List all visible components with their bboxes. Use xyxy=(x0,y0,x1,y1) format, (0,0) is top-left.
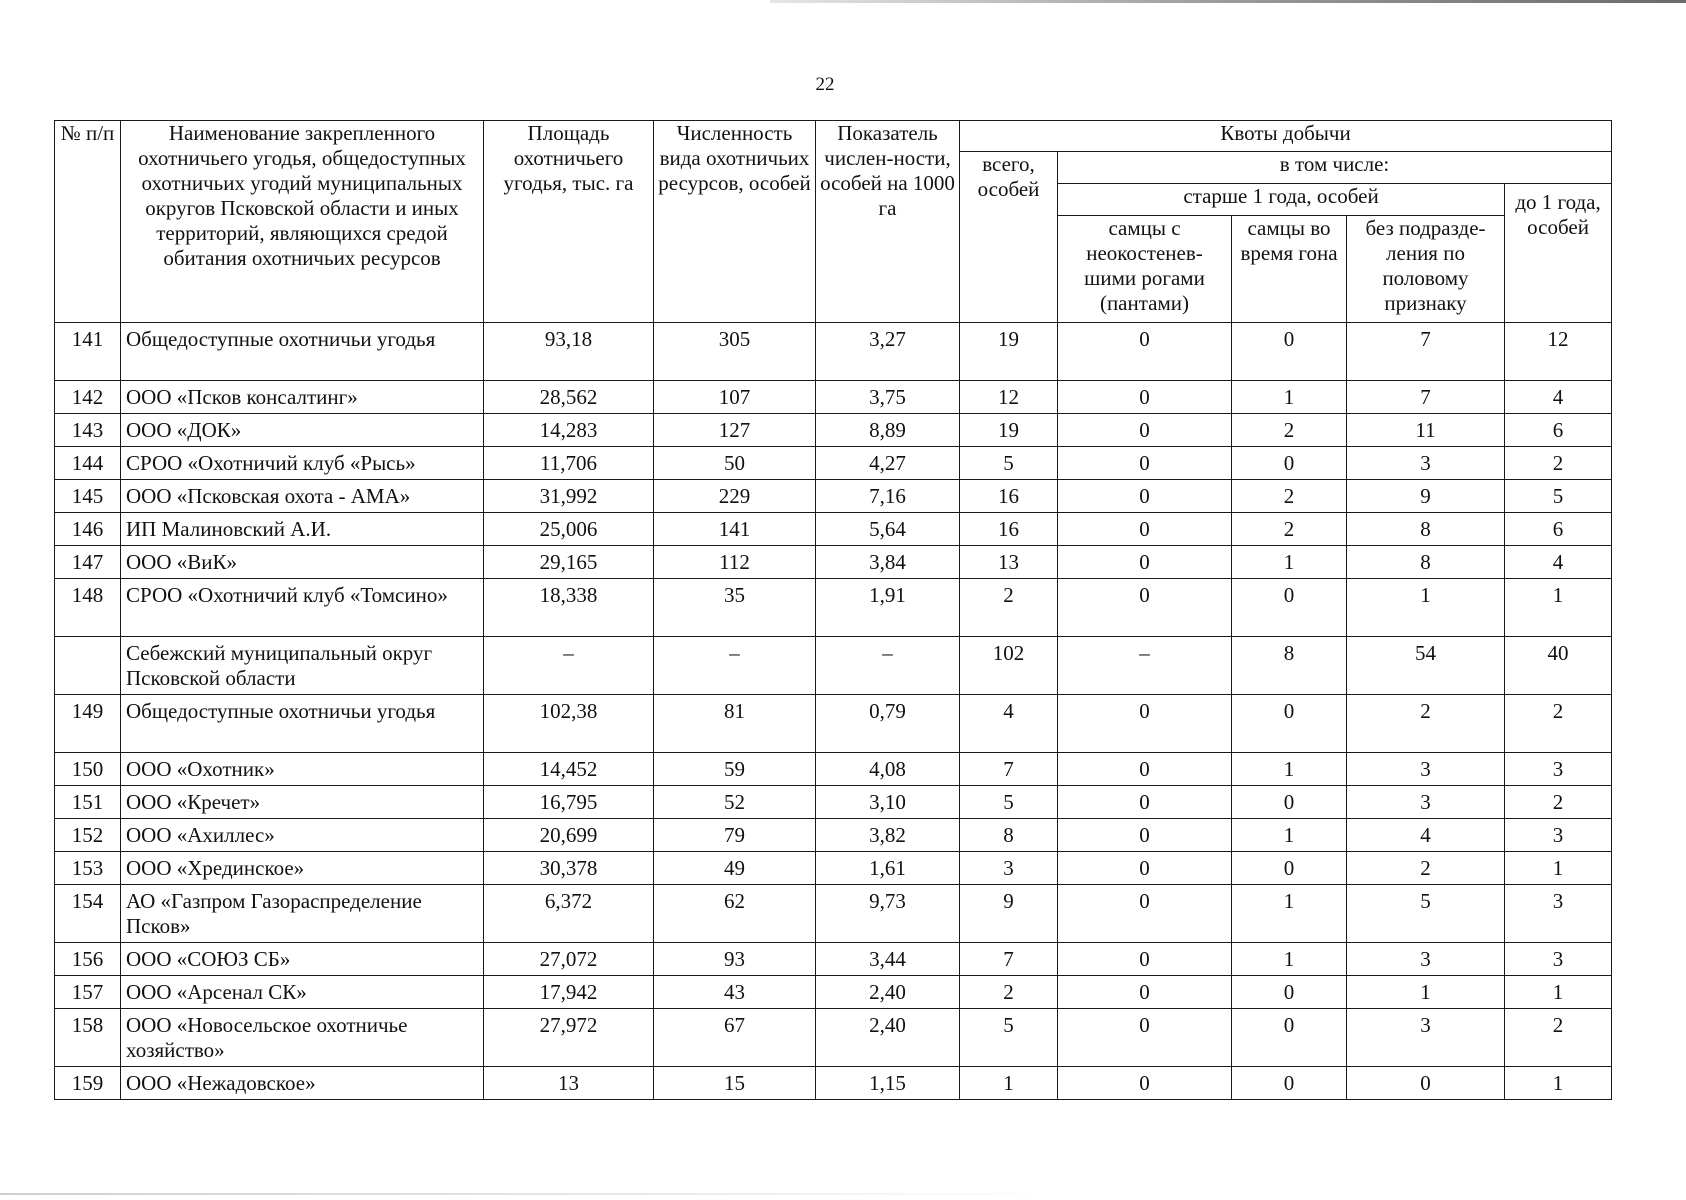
cell-males-antlers: 0 xyxy=(1058,885,1232,943)
cell-density: 2,40 xyxy=(816,1009,960,1067)
cell-under-one-year: 12 xyxy=(1505,323,1612,381)
cell-under-one-year: 4 xyxy=(1505,546,1612,579)
cell-males-rut: 2 xyxy=(1232,414,1347,447)
cell-no-sex: 9 xyxy=(1347,480,1505,513)
table-row xyxy=(55,637,1612,695)
cell-males-antlers: – xyxy=(1058,637,1232,695)
cell-population: 141 xyxy=(654,513,816,546)
table-row xyxy=(55,1009,1612,1067)
cell-males-rut: 2 xyxy=(1232,513,1347,546)
cell-density: 3,75 xyxy=(816,381,960,414)
cell-under-one-year: 1 xyxy=(1505,579,1612,637)
cell-name: ООО «Псков консалтинг» xyxy=(121,381,484,414)
table-row xyxy=(55,819,1612,852)
cell-total: 7 xyxy=(960,943,1058,976)
cell-num: 148 xyxy=(55,579,121,637)
cell-total: 19 xyxy=(960,323,1058,381)
cell-density: 1,91 xyxy=(816,579,960,637)
header-males-antlers: самцы с неокостенев-шими рогами (пантами) xyxy=(1058,216,1232,323)
cell-under-one-year: 3 xyxy=(1505,943,1612,976)
cell-no-sex: 11 xyxy=(1347,414,1505,447)
cell-population: – xyxy=(654,637,816,695)
table-row xyxy=(55,852,1612,885)
cell-males-rut: 1 xyxy=(1232,943,1347,976)
cell-density: 1,15 xyxy=(816,1067,960,1100)
cell-population: 79 xyxy=(654,819,816,852)
cell-under-one-year: 1 xyxy=(1505,976,1612,1009)
cell-no-sex: 1 xyxy=(1347,579,1505,637)
cell-males-antlers: 0 xyxy=(1058,546,1232,579)
scan-edge-bottom xyxy=(0,1193,1060,1195)
cell-no-sex: 2 xyxy=(1347,852,1505,885)
cell-males-antlers: 0 xyxy=(1058,513,1232,546)
cell-density: 4,27 xyxy=(816,447,960,480)
cell-under-one-year: 6 xyxy=(1505,414,1612,447)
cell-name: ООО «Новосельское охотничье хозяйство» xyxy=(121,1009,484,1067)
cell-total: 5 xyxy=(960,1009,1058,1067)
cell-population: 112 xyxy=(654,546,816,579)
cell-males-rut: 1 xyxy=(1232,885,1347,943)
cell-males-antlers: 0 xyxy=(1058,695,1232,753)
cell-no-sex: 54 xyxy=(1347,637,1505,695)
cell-males-antlers: 0 xyxy=(1058,852,1232,885)
cell-area: 20,699 xyxy=(484,819,654,852)
cell-population: 35 xyxy=(654,579,816,637)
cell-area: 28,562 xyxy=(484,381,654,414)
cell-males-rut: 0 xyxy=(1232,579,1347,637)
cell-area: 30,378 xyxy=(484,852,654,885)
cell-area: – xyxy=(484,637,654,695)
cell-total: 2 xyxy=(960,976,1058,1009)
cell-no-sex: 3 xyxy=(1347,786,1505,819)
cell-density: 3,82 xyxy=(816,819,960,852)
cell-population: 81 xyxy=(654,695,816,753)
cell-males-antlers: 0 xyxy=(1058,579,1232,637)
cell-males-rut: 2 xyxy=(1232,480,1347,513)
cell-density: 1,61 xyxy=(816,852,960,885)
cell-area: 27,972 xyxy=(484,1009,654,1067)
scan-edge-top xyxy=(770,0,1686,3)
table-row xyxy=(55,414,1612,447)
cell-males-rut: 1 xyxy=(1232,381,1347,414)
cell-density: 4,08 xyxy=(816,753,960,786)
cell-no-sex: 3 xyxy=(1347,753,1505,786)
cell-under-one-year: 1 xyxy=(1505,1067,1612,1100)
cell-males-rut: 1 xyxy=(1232,546,1347,579)
header-no-sex: без подразде-ления по половому признаку xyxy=(1347,216,1505,323)
cell-total: 16 xyxy=(960,513,1058,546)
cell-area: 17,942 xyxy=(484,976,654,1009)
cell-name: ИП Малиновский А.И. xyxy=(121,513,484,546)
cell-area: 27,072 xyxy=(484,943,654,976)
header-density: Показатель числен-ности, особей на 1000 га xyxy=(816,121,960,323)
cell-num: 156 xyxy=(55,943,121,976)
cell-no-sex: 1 xyxy=(1347,976,1505,1009)
cell-num xyxy=(55,637,121,695)
cell-population: 107 xyxy=(654,381,816,414)
header-area: Площадь охотничьего угодья, тыс. га xyxy=(484,121,654,323)
cell-name: ООО «Кречет» xyxy=(121,786,484,819)
cell-population: 59 xyxy=(654,753,816,786)
cell-no-sex: 3 xyxy=(1347,943,1505,976)
cell-no-sex: 3 xyxy=(1347,1009,1505,1067)
cell-area: 11,706 xyxy=(484,447,654,480)
cell-area: 93,18 xyxy=(484,323,654,381)
header-including: в том числе: xyxy=(1058,152,1612,184)
cell-num: 142 xyxy=(55,381,121,414)
cell-total: 8 xyxy=(960,819,1058,852)
cell-under-one-year: 40 xyxy=(1505,637,1612,695)
cell-no-sex: 8 xyxy=(1347,513,1505,546)
cell-males-antlers: 0 xyxy=(1058,414,1232,447)
header-total: всего, особей xyxy=(960,152,1058,323)
cell-name: ООО «СОЮЗ СБ» xyxy=(121,943,484,976)
cell-under-one-year: 5 xyxy=(1505,480,1612,513)
cell-under-one-year: 4 xyxy=(1505,381,1612,414)
cell-total: 7 xyxy=(960,753,1058,786)
cell-name: ООО «ДОК» xyxy=(121,414,484,447)
cell-density: 5,64 xyxy=(816,513,960,546)
cell-density: 3,27 xyxy=(816,323,960,381)
cell-population: 43 xyxy=(654,976,816,1009)
cell-males-rut: 0 xyxy=(1232,1009,1347,1067)
cell-area: 13 xyxy=(484,1067,654,1100)
table-row xyxy=(55,546,1612,579)
cell-name: ООО «Псковская охота - АМА» xyxy=(121,480,484,513)
cell-area: 18,338 xyxy=(484,579,654,637)
cell-under-one-year: 3 xyxy=(1505,885,1612,943)
cell-density: 7,16 xyxy=(816,480,960,513)
cell-name: СРОО «Охотничий клуб «Рысь» xyxy=(121,447,484,480)
cell-num: 150 xyxy=(55,753,121,786)
cell-males-antlers: 0 xyxy=(1058,1067,1232,1100)
cell-males-antlers: 0 xyxy=(1058,323,1232,381)
cell-num: 158 xyxy=(55,1009,121,1067)
cell-name: Общедоступные охотничьи угодья xyxy=(121,695,484,753)
cell-total: 12 xyxy=(960,381,1058,414)
cell-population: 93 xyxy=(654,943,816,976)
cell-no-sex: 8 xyxy=(1347,546,1505,579)
cell-under-one-year: 3 xyxy=(1505,753,1612,786)
cell-num: 157 xyxy=(55,976,121,1009)
cell-under-one-year: 3 xyxy=(1505,819,1612,852)
cell-population: 62 xyxy=(654,885,816,943)
cell-males-antlers: 0 xyxy=(1058,381,1232,414)
cell-density: – xyxy=(816,637,960,695)
cell-density: 3,44 xyxy=(816,943,960,976)
cell-total: 5 xyxy=(960,786,1058,819)
cell-population: 127 xyxy=(654,414,816,447)
table-row xyxy=(55,753,1612,786)
cell-population: 67 xyxy=(654,1009,816,1067)
cell-no-sex: 4 xyxy=(1347,819,1505,852)
cell-males-rut: 1 xyxy=(1232,819,1347,852)
cell-males-rut: 0 xyxy=(1232,1067,1347,1100)
cell-total: 2 xyxy=(960,579,1058,637)
table-row xyxy=(55,579,1612,637)
cell-num: 149 xyxy=(55,695,121,753)
cell-population: 52 xyxy=(654,786,816,819)
cell-area: 102,38 xyxy=(484,695,654,753)
cell-total: 3 xyxy=(960,852,1058,885)
cell-density: 0,79 xyxy=(816,695,960,753)
cell-males-antlers: 0 xyxy=(1058,943,1232,976)
cell-males-rut: 0 xyxy=(1232,852,1347,885)
cell-density: 8,89 xyxy=(816,414,960,447)
cell-males-antlers: 0 xyxy=(1058,1009,1232,1067)
cell-no-sex: 2 xyxy=(1347,695,1505,753)
cell-total: 102 xyxy=(960,637,1058,695)
cell-num: 144 xyxy=(55,447,121,480)
table-row xyxy=(55,976,1612,1009)
cell-area: 29,165 xyxy=(484,546,654,579)
cell-area: 25,006 xyxy=(484,513,654,546)
cell-population: 229 xyxy=(654,480,816,513)
cell-males-rut: 0 xyxy=(1232,323,1347,381)
table-row xyxy=(55,381,1612,414)
cell-total: 13 xyxy=(960,546,1058,579)
cell-under-one-year: 1 xyxy=(1505,852,1612,885)
cell-males-antlers: 0 xyxy=(1058,480,1232,513)
cell-total: 9 xyxy=(960,885,1058,943)
cell-density: 3,84 xyxy=(816,546,960,579)
cell-under-one-year: 2 xyxy=(1505,447,1612,480)
cell-males-antlers: 0 xyxy=(1058,976,1232,1009)
table-row xyxy=(55,695,1612,753)
cell-num: 146 xyxy=(55,513,121,546)
quota-table xyxy=(54,120,1612,1100)
cell-num: 143 xyxy=(55,414,121,447)
header-over-one-year: старше 1 года, особей xyxy=(1058,184,1505,216)
cell-num: 154 xyxy=(55,885,121,943)
cell-population: 15 xyxy=(654,1067,816,1100)
cell-males-antlers: 0 xyxy=(1058,753,1232,786)
table-body xyxy=(55,323,1612,1100)
table-row xyxy=(55,323,1612,381)
cell-name: ООО «Охотник» xyxy=(121,753,484,786)
cell-density: 2,40 xyxy=(816,976,960,1009)
cell-no-sex: 7 xyxy=(1347,381,1505,414)
header-males-rut: самцы во время гона xyxy=(1232,216,1347,323)
table-row xyxy=(55,1067,1612,1100)
table-row xyxy=(55,480,1612,513)
cell-total: 19 xyxy=(960,414,1058,447)
table-row xyxy=(55,943,1612,976)
cell-no-sex: 0 xyxy=(1347,1067,1505,1100)
cell-under-one-year: 2 xyxy=(1505,1009,1612,1067)
cell-name: ООО «Арсенал СК» xyxy=(121,976,484,1009)
header-name: Наименование закрепленного охотничьего угодья, общедоступных охотничьих угодий муниципальных округов Псковской области и иных территорий, являющихся средой обитания охотничьих ресурсов xyxy=(121,121,484,323)
cell-under-one-year: 2 xyxy=(1505,786,1612,819)
cell-area: 14,452 xyxy=(484,753,654,786)
cell-num: 147 xyxy=(55,546,121,579)
cell-males-rut: 0 xyxy=(1232,447,1347,480)
cell-num: 145 xyxy=(55,480,121,513)
cell-total: 16 xyxy=(960,480,1058,513)
cell-males-rut: 0 xyxy=(1232,976,1347,1009)
cell-name: ООО «Нежадовское» xyxy=(121,1067,484,1100)
table-row xyxy=(55,513,1612,546)
table-row xyxy=(55,447,1612,480)
cell-num: 153 xyxy=(55,852,121,885)
cell-name: ООО «Ахиллес» xyxy=(121,819,484,852)
cell-males-antlers: 0 xyxy=(1058,819,1232,852)
table-row xyxy=(55,885,1612,943)
cell-name: ООО «ВиК» xyxy=(121,546,484,579)
cell-num: 141 xyxy=(55,323,121,381)
header-num: № п/п xyxy=(55,121,121,323)
cell-no-sex: 3 xyxy=(1347,447,1505,480)
cell-total: 4 xyxy=(960,695,1058,753)
cell-name: ООО «Хрединское» xyxy=(121,852,484,885)
cell-area: 6,372 xyxy=(484,885,654,943)
cell-area: 31,992 xyxy=(484,480,654,513)
cell-no-sex: 7 xyxy=(1347,323,1505,381)
cell-males-rut: 1 xyxy=(1232,753,1347,786)
cell-under-one-year: 2 xyxy=(1505,695,1612,753)
cell-density: 9,73 xyxy=(816,885,960,943)
cell-area: 16,795 xyxy=(484,786,654,819)
header-population: Численность вида охотничьих ресурсов, особей xyxy=(654,121,816,323)
cell-population: 49 xyxy=(654,852,816,885)
cell-no-sex: 5 xyxy=(1347,885,1505,943)
header-under-one-year: до 1 года, особей xyxy=(1505,184,1612,323)
cell-population: 305 xyxy=(654,323,816,381)
cell-name: СРОО «Охотничий клуб «Томсино» xyxy=(121,579,484,637)
cell-num: 152 xyxy=(55,819,121,852)
header-quotas: Квоты добычи xyxy=(960,121,1612,152)
cell-name: Общедоступные охотничьи угодья xyxy=(121,323,484,381)
page-number: 22 xyxy=(815,74,835,95)
cell-males-rut: 8 xyxy=(1232,637,1347,695)
cell-males-rut: 0 xyxy=(1232,695,1347,753)
cell-name: АО «Газпром Газораспределение Псков» xyxy=(121,885,484,943)
cell-males-antlers: 0 xyxy=(1058,447,1232,480)
cell-males-antlers: 0 xyxy=(1058,786,1232,819)
table-row xyxy=(55,786,1612,819)
cell-name: Себежский муниципальный округ Псковской области xyxy=(121,637,484,695)
cell-num: 151 xyxy=(55,786,121,819)
cell-population: 50 xyxy=(654,447,816,480)
cell-total: 1 xyxy=(960,1067,1058,1100)
cell-num: 159 xyxy=(55,1067,121,1100)
cell-area: 14,283 xyxy=(484,414,654,447)
cell-total: 5 xyxy=(960,447,1058,480)
cell-under-one-year: 6 xyxy=(1505,513,1612,546)
cell-males-rut: 0 xyxy=(1232,786,1347,819)
cell-density: 3,10 xyxy=(816,786,960,819)
